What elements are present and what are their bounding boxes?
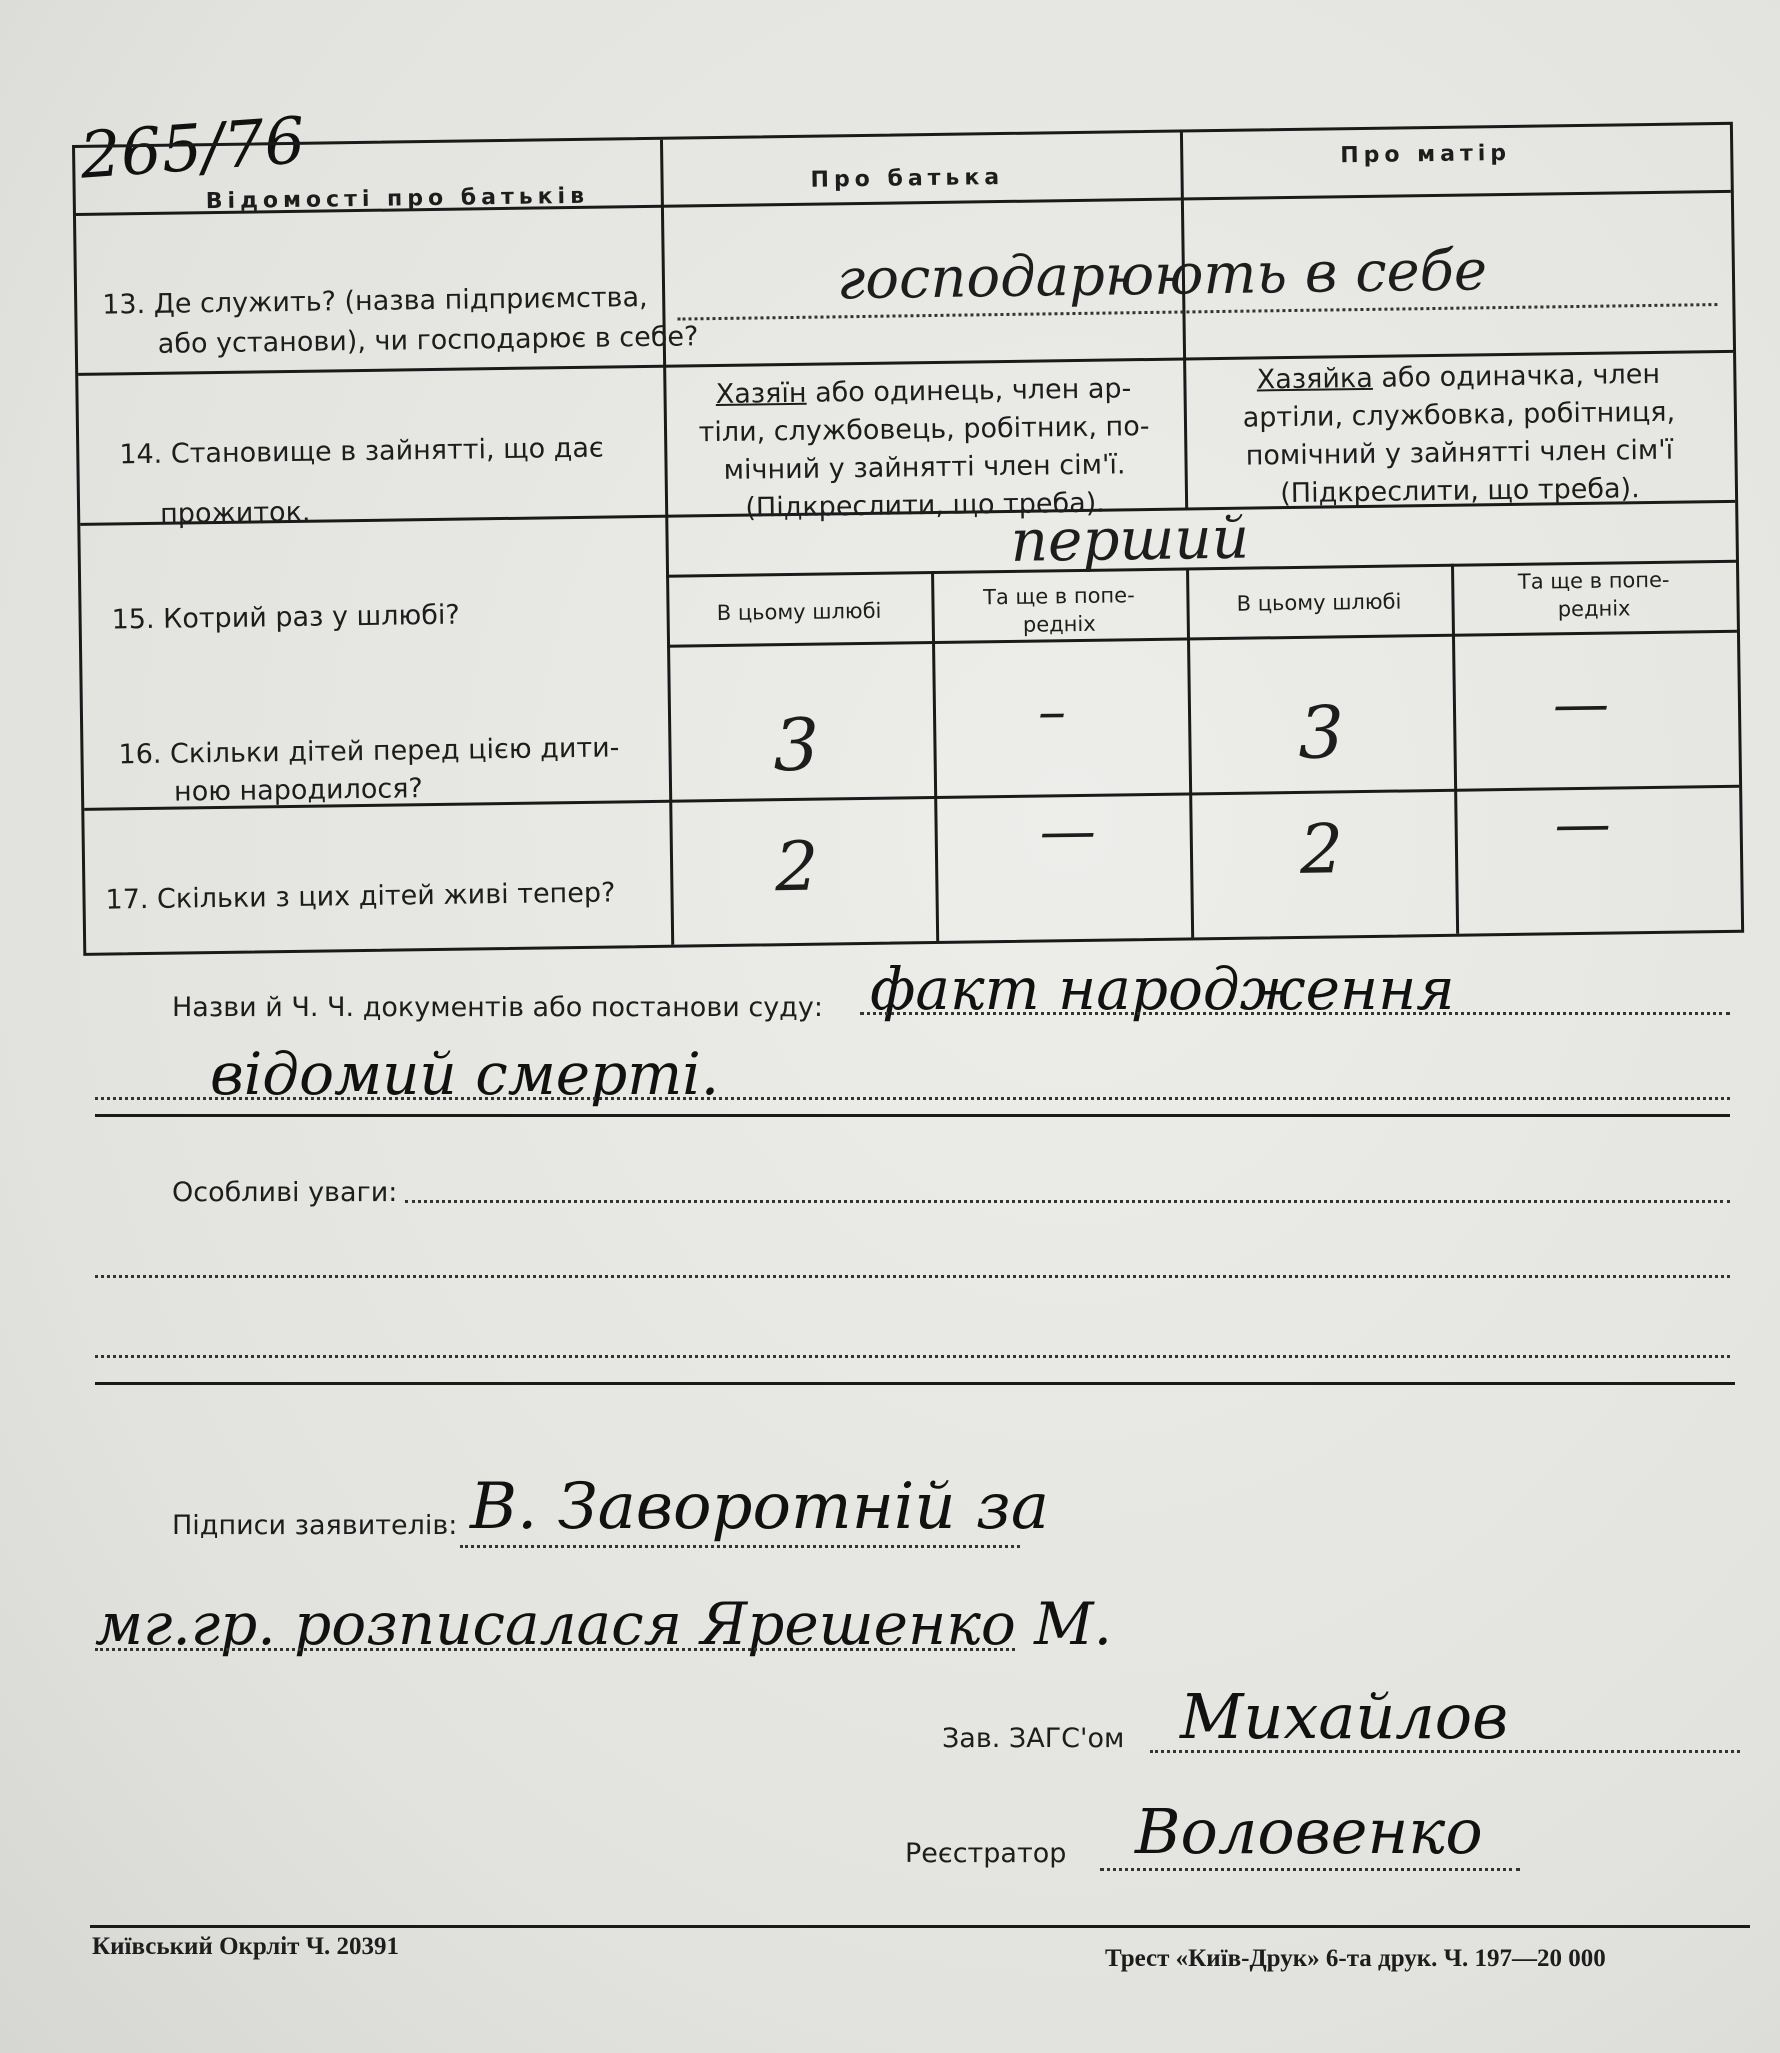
signatures-value-1: В. Заворотній за [470,1470,1049,1544]
row14-label-1: 14. Становище в зайнятті, що дає [119,432,604,471]
signatures-dotline-2 [95,1648,1015,1651]
registrar-dotline [1100,1868,1520,1871]
documents-dotline-1 [860,1012,1730,1015]
subheader-mother-this: В цьому шлюбі [1236,589,1402,616]
header-father: Про батька [810,164,1005,193]
row13-label-2: або установи), чи господарює в себе? [157,321,699,360]
parents-info-table [72,122,1744,956]
footer-right: Трест «Київ-Друк» 6-та друк. Ч. 197—20 000 [1105,1945,1606,1972]
row16-mother-prev: — [1552,671,1610,738]
documents-value-2: відомий смерті. [210,1040,720,1108]
row14-father-options [678,370,1170,529]
mother-option-rest-3: помічний у зайнятті член сім'ї [1245,434,1674,472]
registrar-label: Реєстратор [905,1838,1067,1869]
row17-mother-this: 2 [1299,810,1344,890]
col-divider-1 [660,140,674,945]
father-underlined-option: Хазяїн [715,377,807,411]
signatures-value-2: мг.гр. розписалася Ярешенко М. [95,1590,1113,1658]
father-option-rest-3: мічний у зайнятті член сім'ї. [723,449,1126,486]
head-label: Зав. ЗАГС'ом [942,1723,1125,1754]
col-divider-2 [1180,132,1188,507]
mother-option-note: (Підкреслити, що треба). [1280,473,1640,510]
subheader-divider [667,630,1737,648]
documents-dotline-2 [95,1097,1730,1100]
row17-mother-prev: — [1554,791,1612,858]
head-signature: Михайлов [1180,1680,1509,1753]
remarks-dotline-1 [405,1200,1730,1203]
row15-label: 15. Котрий раз у шлюбі? [111,599,460,636]
mother-underlined-option: Хазяйка [1256,362,1373,396]
father-option-rest-2: тіли, службовець, робітник, по- [698,410,1150,449]
row13-answer: господарюють в себе [836,238,1488,313]
row15-answer: перший [1010,503,1250,575]
row17-father-this: 2 [774,827,819,908]
mother-option-rest-2: артіли, службовка, робітниця, [1242,396,1676,434]
father-option-note: (Підкреслити, що треба). [745,487,1106,524]
row17-label: 17. Скільки з цих дітей живі тепер? [105,877,616,916]
subheader-mother-prev [1456,565,1732,625]
header-mother: Про матір [1340,140,1512,169]
footer-rule [90,1925,1750,1928]
remarks-label: Особливі уваги: [172,1177,398,1208]
head-dotline [1150,1750,1740,1753]
col-divider-2b [1186,567,1194,937]
signatures-label: Підписи заявителів: [172,1510,458,1541]
header-info: Відомості про батьків [205,183,590,215]
row17-father-prev: — [1039,798,1097,865]
archive-number: 265/76 [77,104,308,194]
section-rule-2 [95,1382,1735,1385]
subheader-mother-prev-2: редніх [1557,596,1631,622]
footer-left: Київський Окрліт Ч. 20391 [92,1933,400,1960]
row16-father-this: 3 [772,702,820,788]
mother-option-rest-1: або одиначка, член [1372,358,1661,394]
father-option-rest-1: або одинець, член ар- [806,373,1132,409]
section-rule-1 [95,1114,1730,1117]
subheader-father-prev-2: редніх [1022,611,1096,637]
row14-mother-options [1193,355,1725,514]
row13-label-1: 13. Де служить? (назва підприємства, [102,281,648,321]
subheader-father-prev-1: Та ще в попе- [982,583,1135,610]
row16-father-prev: – [1037,679,1067,745]
subheader-father-this: В цьому шлюбі [716,598,882,626]
subheader-mother-prev-1: Та ще в попе- [1517,567,1670,594]
row16-label-2: ною народилося? [173,773,423,808]
registrar-signature: Воловенко [1135,1795,1483,1868]
documents-value-1: факт народження [870,955,1455,1023]
row16-mother-this: 3 [1297,690,1345,775]
remarks-dotline-3 [95,1355,1730,1358]
row14-label-2: прожиток. [159,496,311,530]
subheader-father-prev [936,581,1182,640]
remarks-dotline-2 [95,1275,1730,1278]
row16-label-1: 16. Скільки дітей перед цією дити- [118,732,620,771]
documents-label: Назви й Ч. Ч. документів або постанови суду: [172,992,823,1023]
signatures-dotline-1 [460,1545,1020,1548]
